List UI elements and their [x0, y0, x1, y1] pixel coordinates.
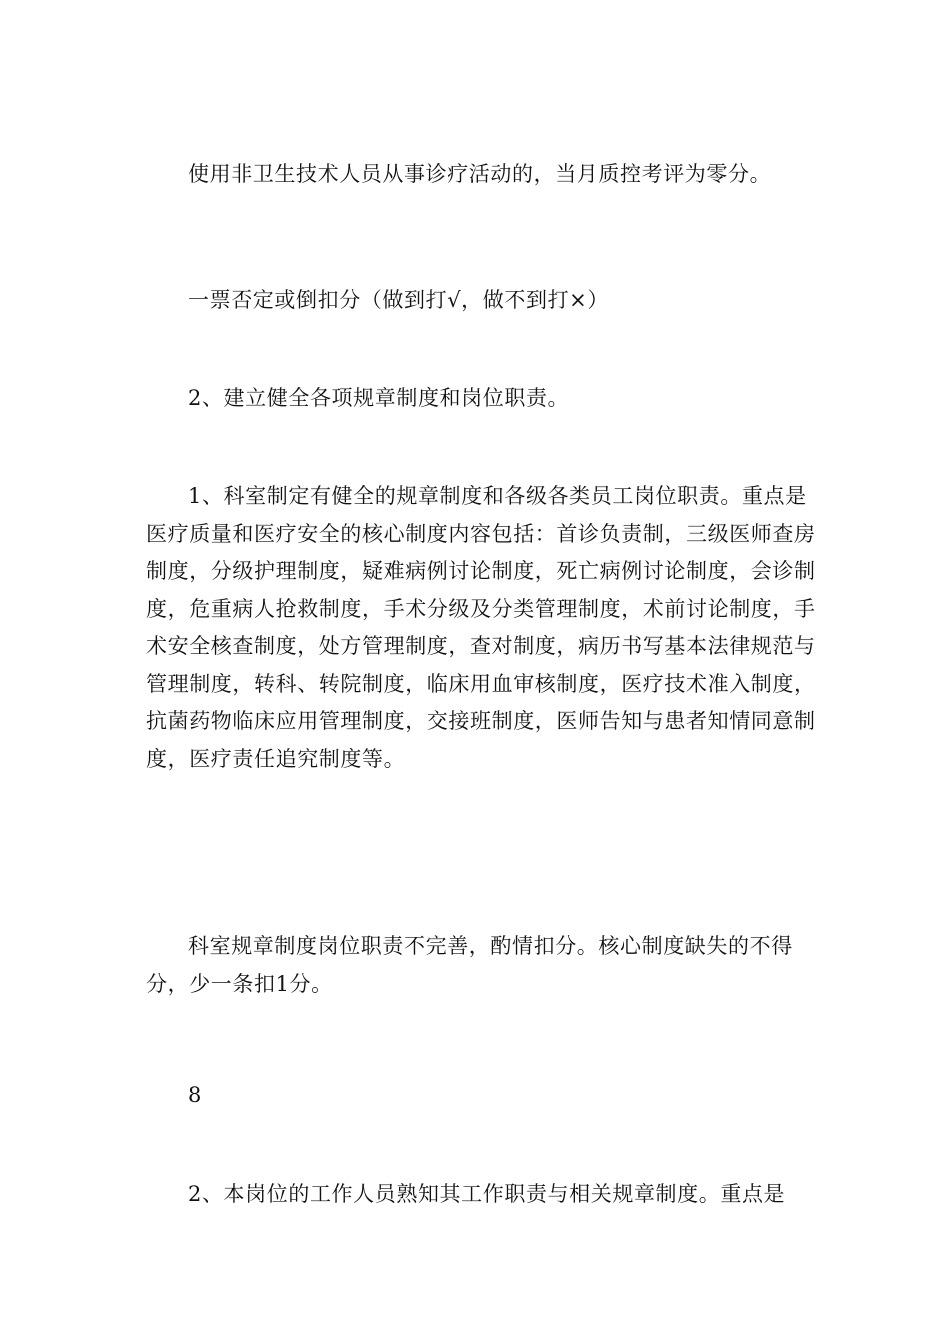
paragraph-staff-knowledge: 2、本岗位的工作人员熟知其工作职责与相关规章制度。重点是	[188, 1182, 786, 1206]
paragraph-veto-scoring: 一票否定或倒扣分（做到打√，做不到打×）	[188, 288, 609, 312]
paragraph-section-heading: 2、建立健全各项规章制度和岗位职责。	[188, 386, 570, 410]
paragraph-unqualified-staff: 使用非卫生技术人员从事诊疗活动的，当月质控考评为零分。	[188, 162, 772, 186]
score-value: 8	[188, 1083, 202, 1107]
paragraph-core-systems: 1、科室制定有健全的规章制度和各级各类员工岗位职责。重点是医疗质量和医疗安全的核心制度内容包括：首诊负责制，三级医师查房制度，分级护理制度，疑难病例讨论制度，死亡病例讨论制度，会诊制度，危重病人抢救制度，手术分级及分类管理制度，术前讨论制度，手术安全核查制度，处方管理制度，查对制度，病历书写基本法律规范与管理制度，转科、转院制度，临床用血审核制度，医疗技术准入制度，抗菌药物临床应用管理制度，交接班制度，医师告知与患者知情同意制度，医疗责任追究制度等。	[146, 484, 816, 771]
paragraph-deduction-rule: 科室规章制度岗位职责不完善，酌情扣分。核心制度缺失的不得分，少一条扣1分。	[146, 934, 793, 996]
